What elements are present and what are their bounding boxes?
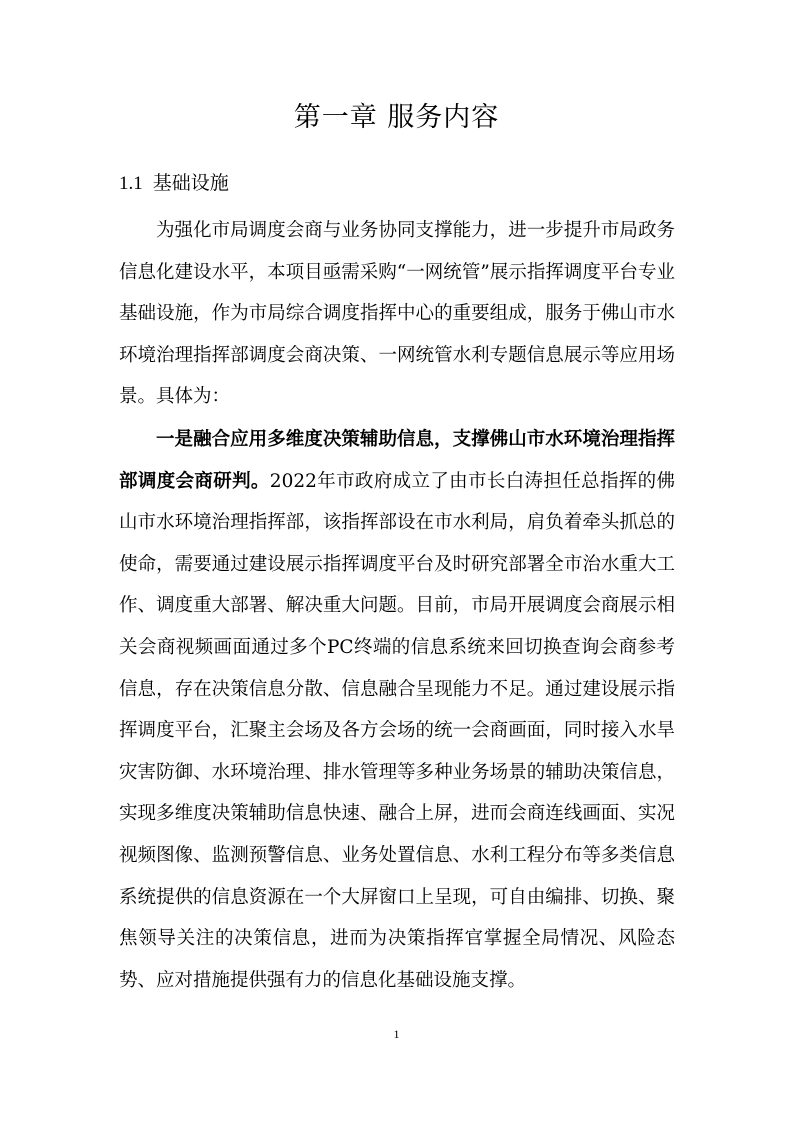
section-number: 1.1: [119, 173, 143, 194]
paragraph-text: 2022年市政府成立了由市长白涛担任总指挥的佛山市水环境治理指挥部，该指挥部设在市水利局，肩负着牵头抓总的使命，需要通过建设展示指挥调度平台及时研究部署全市治水重大工作、调度重大部署、解决重大问题。目前，市局开展调度会商展示相关会商视频画面通过多个PC终端的信息系统来回切换查询会商参考信息，存在决策信息分散、信息融合呈现能力不足。通过建设展示指挥调度平台，汇聚主会场及各方会场的统一会商画面，同时接入水旱灾害防御、水环境治理、排水管理等多种业务场景的辅助决策信息，实现多维度决策辅助信息快速、融合上屏，进而会商连线画面、实况视频图像、监测预警信息、业务处置信息、水利工程分布等多类信息系统提供的信息资源在一个大屏窗口上呈现，可自由编排、切换、聚焦领导关注的决策信息，进而为决策指挥官掌握全局情况、风险态势、应对措施提供强有力的信息化基础设施支撑。: [119, 470, 675, 991]
paragraph-lead-bold: 一是融合应用多维度决策辅助信息，支撑佛山市水环境治理指挥部调度会商研判。: [119, 429, 675, 492]
section-title: 基础设施: [152, 172, 229, 194]
chapter-title: 第一章 服务内容: [293, 102, 500, 133]
body-paragraph: [119, 419, 675, 1001]
page-number: 1: [393, 1027, 400, 1041]
body-paragraph: [119, 210, 675, 418]
paragraph-text: 为强化市局调度会商与业务协同支撑能力，进一步提升市局政务信息化建设水平，本项目亟需采购“一网统管”展示指挥调度平台专业基础设施，作为市局综合调度指挥中心的重要组成，服务于佛山市水环境治理指挥部调度会商决策、一网统管水利专题信息展示等应用场景。具体为：: [119, 220, 675, 408]
section-heading: [119, 168, 229, 199]
